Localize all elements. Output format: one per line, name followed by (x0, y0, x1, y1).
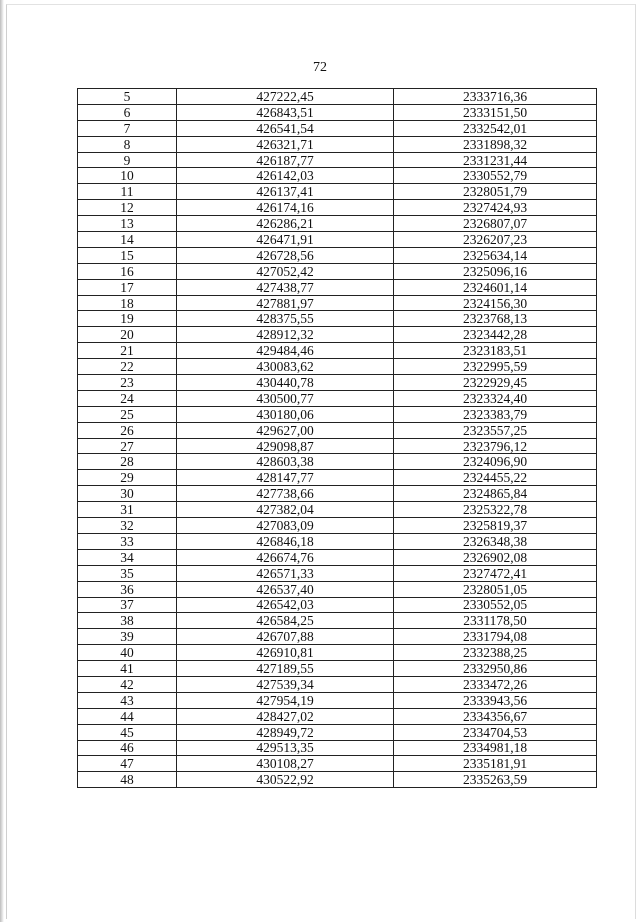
table-row (78, 692, 597, 708)
y-coordinate-cell: 2332542,01 (394, 120, 597, 136)
point-number-cell: 21 (78, 343, 177, 359)
y-coordinate-cell: 2323557,25 (394, 422, 597, 438)
x-coordinate-cell: 426174,16 (177, 200, 394, 216)
point-number-cell: 11 (78, 184, 177, 200)
table-row (78, 232, 597, 248)
coordinates-table-body (78, 89, 597, 788)
point-number-cell: 47 (78, 756, 177, 772)
table-row (78, 533, 597, 549)
x-coordinate-cell: 426843,51 (177, 104, 394, 120)
table-row (78, 184, 597, 200)
x-coordinate-cell: 430180,06 (177, 406, 394, 422)
point-number-cell: 20 (78, 327, 177, 343)
point-number-cell: 10 (78, 168, 177, 184)
y-coordinate-cell: 2322929,45 (394, 375, 597, 391)
table-row (78, 327, 597, 343)
table-row (78, 120, 597, 136)
page-number: 72 (313, 60, 327, 75)
x-coordinate-cell: 427222,45 (177, 89, 394, 105)
x-coordinate-cell: 428147,77 (177, 470, 394, 486)
coordinates-table (77, 88, 597, 788)
table-row (78, 152, 597, 168)
x-coordinate-cell: 426674,76 (177, 549, 394, 565)
table-row (78, 438, 597, 454)
table-row (78, 200, 597, 216)
table-row (78, 422, 597, 438)
table-row (78, 263, 597, 279)
point-number-cell: 5 (78, 89, 177, 105)
y-coordinate-cell: 2330552,79 (394, 168, 597, 184)
y-coordinate-cell: 2323796,12 (394, 438, 597, 454)
table-row (78, 136, 597, 152)
point-number-cell: 14 (78, 232, 177, 248)
x-coordinate-cell: 426910,81 (177, 645, 394, 661)
y-coordinate-cell: 2330552,05 (394, 597, 597, 613)
x-coordinate-cell: 426471,91 (177, 232, 394, 248)
table-row (78, 581, 597, 597)
table-row (78, 311, 597, 327)
y-coordinate-cell: 2332388,25 (394, 645, 597, 661)
x-coordinate-cell: 430083,62 (177, 359, 394, 375)
x-coordinate-cell: 428603,38 (177, 454, 394, 470)
point-number-cell: 18 (78, 295, 177, 311)
table-row (78, 613, 597, 629)
point-number-cell: 35 (78, 565, 177, 581)
table-row (78, 565, 597, 581)
y-coordinate-cell: 2331794,08 (394, 629, 597, 645)
x-coordinate-cell: 426137,41 (177, 184, 394, 200)
point-number-cell: 9 (78, 152, 177, 168)
y-coordinate-cell: 2326348,38 (394, 533, 597, 549)
y-coordinate-cell: 2323324,40 (394, 390, 597, 406)
table-row (78, 661, 597, 677)
table-row (78, 247, 597, 263)
point-number-cell: 41 (78, 661, 177, 677)
point-number-cell: 29 (78, 470, 177, 486)
x-coordinate-cell: 428427,02 (177, 708, 394, 724)
point-number-cell: 27 (78, 438, 177, 454)
y-coordinate-cell: 2335181,91 (394, 756, 597, 772)
x-coordinate-cell: 426542,03 (177, 597, 394, 613)
x-coordinate-cell: 429098,87 (177, 438, 394, 454)
y-coordinate-cell: 2328051,05 (394, 581, 597, 597)
point-number-cell: 22 (78, 359, 177, 375)
point-number-cell: 43 (78, 692, 177, 708)
x-coordinate-cell: 430522,92 (177, 772, 394, 788)
table-row (78, 756, 597, 772)
point-number-cell: 38 (78, 613, 177, 629)
y-coordinate-cell: 2326807,07 (394, 216, 597, 232)
table-row (78, 359, 597, 375)
point-number-cell: 13 (78, 216, 177, 232)
point-number-cell: 12 (78, 200, 177, 216)
point-number-cell: 48 (78, 772, 177, 788)
table-row (78, 502, 597, 518)
y-coordinate-cell: 2324601,14 (394, 279, 597, 295)
y-coordinate-cell: 2334356,67 (394, 708, 597, 724)
point-number-cell: 19 (78, 311, 177, 327)
table-row (78, 486, 597, 502)
x-coordinate-cell: 427881,97 (177, 295, 394, 311)
point-number-cell: 33 (78, 533, 177, 549)
point-number-cell: 46 (78, 740, 177, 756)
point-number-cell: 36 (78, 581, 177, 597)
y-coordinate-cell: 2326207,23 (394, 232, 597, 248)
table-row (78, 104, 597, 120)
y-coordinate-cell: 2324455,22 (394, 470, 597, 486)
y-coordinate-cell: 2324156,30 (394, 295, 597, 311)
y-coordinate-cell: 2324096,90 (394, 454, 597, 470)
point-number-cell: 6 (78, 104, 177, 120)
point-number-cell: 16 (78, 263, 177, 279)
table-row (78, 279, 597, 295)
table-row (78, 740, 597, 756)
x-coordinate-cell: 430440,78 (177, 375, 394, 391)
x-coordinate-cell: 429513,35 (177, 740, 394, 756)
y-coordinate-cell: 2331898,32 (394, 136, 597, 152)
y-coordinate-cell: 2323383,79 (394, 406, 597, 422)
x-coordinate-cell: 426584,25 (177, 613, 394, 629)
point-number-cell: 30 (78, 486, 177, 502)
x-coordinate-cell: 426571,33 (177, 565, 394, 581)
point-number-cell: 32 (78, 518, 177, 534)
table-row (78, 772, 597, 788)
x-coordinate-cell: 426187,77 (177, 152, 394, 168)
table-row (78, 295, 597, 311)
y-coordinate-cell: 2325322,78 (394, 502, 597, 518)
point-number-cell: 26 (78, 422, 177, 438)
y-coordinate-cell: 2334704,53 (394, 724, 597, 740)
y-coordinate-cell: 2326902,08 (394, 549, 597, 565)
table-row (78, 454, 597, 470)
y-coordinate-cell: 2323183,51 (394, 343, 597, 359)
x-coordinate-cell: 427189,55 (177, 661, 394, 677)
table-row (78, 645, 597, 661)
point-number-cell: 24 (78, 390, 177, 406)
y-coordinate-cell: 2334981,18 (394, 740, 597, 756)
y-coordinate-cell: 2335263,59 (394, 772, 597, 788)
x-coordinate-cell: 427738,66 (177, 486, 394, 502)
y-coordinate-cell: 2324865,84 (394, 486, 597, 502)
x-coordinate-cell: 427382,04 (177, 502, 394, 518)
x-coordinate-cell: 428375,55 (177, 311, 394, 327)
point-number-cell: 37 (78, 597, 177, 613)
point-number-cell: 17 (78, 279, 177, 295)
x-coordinate-cell: 429627,00 (177, 422, 394, 438)
table-row (78, 390, 597, 406)
y-coordinate-cell: 2328051,79 (394, 184, 597, 200)
table-row (78, 708, 597, 724)
table-row (78, 375, 597, 391)
table-row (78, 470, 597, 486)
point-number-cell: 23 (78, 375, 177, 391)
x-coordinate-cell: 427052,42 (177, 263, 394, 279)
x-coordinate-cell: 427083,09 (177, 518, 394, 534)
x-coordinate-cell: 426321,71 (177, 136, 394, 152)
x-coordinate-cell: 426537,40 (177, 581, 394, 597)
y-coordinate-cell: 2323442,28 (394, 327, 597, 343)
table-row (78, 629, 597, 645)
table-row (78, 724, 597, 740)
point-number-cell: 42 (78, 676, 177, 692)
y-coordinate-cell: 2333943,56 (394, 692, 597, 708)
x-coordinate-cell: 427438,77 (177, 279, 394, 295)
y-coordinate-cell: 2333716,36 (394, 89, 597, 105)
x-coordinate-cell: 426707,88 (177, 629, 394, 645)
x-coordinate-cell: 426286,21 (177, 216, 394, 232)
x-coordinate-cell: 428912,32 (177, 327, 394, 343)
table-row (78, 89, 597, 105)
point-number-cell: 44 (78, 708, 177, 724)
table-row (78, 343, 597, 359)
table-row (78, 518, 597, 534)
x-coordinate-cell: 427539,34 (177, 676, 394, 692)
y-coordinate-cell: 2331178,50 (394, 613, 597, 629)
y-coordinate-cell: 2323768,13 (394, 311, 597, 327)
x-coordinate-cell: 427954,19 (177, 692, 394, 708)
table-row (78, 406, 597, 422)
point-number-cell: 28 (78, 454, 177, 470)
table-row (78, 168, 597, 184)
x-coordinate-cell: 429484,46 (177, 343, 394, 359)
y-coordinate-cell: 2332950,86 (394, 661, 597, 677)
point-number-cell: 45 (78, 724, 177, 740)
y-coordinate-cell: 2325634,14 (394, 247, 597, 263)
x-coordinate-cell: 426142,03 (177, 168, 394, 184)
x-coordinate-cell: 430108,27 (177, 756, 394, 772)
point-number-cell: 25 (78, 406, 177, 422)
y-coordinate-cell: 2333472,26 (394, 676, 597, 692)
y-coordinate-cell: 2322995,59 (394, 359, 597, 375)
table-row (78, 597, 597, 613)
point-number-cell: 7 (78, 120, 177, 136)
table-row (78, 549, 597, 565)
point-number-cell: 40 (78, 645, 177, 661)
point-number-cell: 34 (78, 549, 177, 565)
point-number-cell: 31 (78, 502, 177, 518)
table-row (78, 216, 597, 232)
x-coordinate-cell: 430500,77 (177, 390, 394, 406)
y-coordinate-cell: 2333151,50 (394, 104, 597, 120)
y-coordinate-cell: 2325819,37 (394, 518, 597, 534)
scan-edge-shadow (0, 0, 4, 922)
y-coordinate-cell: 2327472,41 (394, 565, 597, 581)
point-number-cell: 39 (78, 629, 177, 645)
x-coordinate-cell: 426846,18 (177, 533, 394, 549)
table-row (78, 676, 597, 692)
x-coordinate-cell: 426728,56 (177, 247, 394, 263)
x-coordinate-cell: 428949,72 (177, 724, 394, 740)
point-number-cell: 8 (78, 136, 177, 152)
y-coordinate-cell: 2327424,93 (394, 200, 597, 216)
y-coordinate-cell: 2325096,16 (394, 263, 597, 279)
point-number-cell: 15 (78, 247, 177, 263)
y-coordinate-cell: 2331231,44 (394, 152, 597, 168)
x-coordinate-cell: 426541,54 (177, 120, 394, 136)
